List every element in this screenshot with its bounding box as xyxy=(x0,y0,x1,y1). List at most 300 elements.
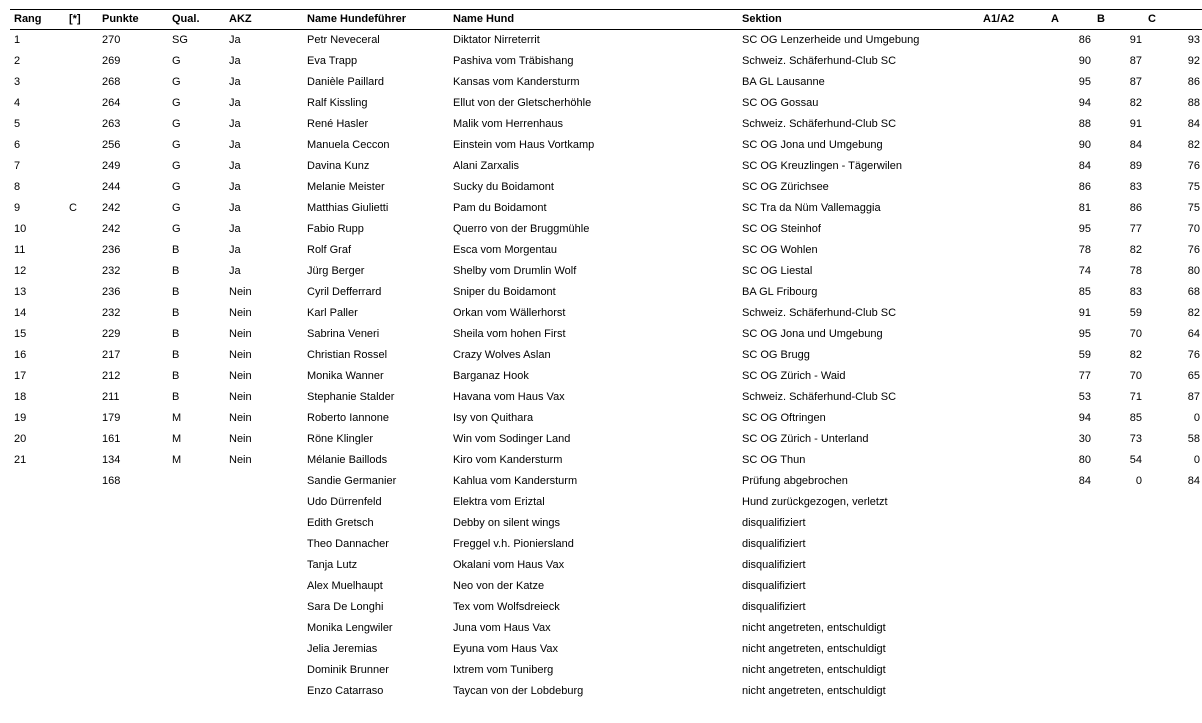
cell-punkte: 270 xyxy=(102,34,121,46)
cell-dog: Malik vom Herrenhaus xyxy=(453,118,564,130)
cell-a1a2 xyxy=(979,282,1047,303)
cell-punkte: 236 xyxy=(102,244,121,256)
cell-punkte: 249 xyxy=(102,160,121,172)
cell-handler: Sara De Longhi xyxy=(307,601,384,613)
cell-punkte: 263 xyxy=(102,118,121,130)
cell-sektion: disqualifiziert xyxy=(742,580,806,592)
cell-b: 78 xyxy=(1129,265,1142,277)
cell-star xyxy=(65,30,98,52)
cell-handler: Theo Dannacher xyxy=(307,538,389,550)
cell-handler: Mélanie Baillods xyxy=(307,454,388,466)
cell-a1a2 xyxy=(979,261,1047,282)
cell-b xyxy=(1093,618,1144,639)
cell-rang: 21 xyxy=(14,454,27,466)
cell-dog: Taycan von der Lobdeburg xyxy=(453,685,584,697)
cell-sektion: SC OG Lenzerheide und Umgebung xyxy=(742,34,920,46)
cell-handler: Alex Muelhaupt xyxy=(307,580,383,592)
cell-punkte: 134 xyxy=(102,454,121,466)
table-row xyxy=(10,597,1202,618)
cell-rang: 11 xyxy=(14,244,26,256)
cell-akz xyxy=(225,681,303,702)
cell-rang xyxy=(10,618,65,639)
cell-akz xyxy=(225,513,303,534)
table-row xyxy=(10,261,1202,282)
cell-rang: 7 xyxy=(14,160,21,172)
cell-sektion: Schweiz. Schäferhund-Club SC xyxy=(742,391,897,403)
cell-sektion: Schweiz. Schäferhund-Club SC xyxy=(742,55,897,67)
cell-c: 88 xyxy=(1187,97,1200,109)
cell-c: 87 xyxy=(1187,391,1200,403)
cell-star xyxy=(65,408,98,429)
table-row xyxy=(10,639,1202,660)
cell-b: 59 xyxy=(1129,307,1142,319)
table-row xyxy=(10,471,1202,492)
cell-akz: Nein xyxy=(229,286,252,298)
cell-a: 59 xyxy=(1078,349,1091,361)
column-header-qual: Qual. xyxy=(172,13,200,25)
column-header-star: [*] xyxy=(69,13,81,25)
cell-dog: Kansas vom Kandersturm xyxy=(453,76,580,88)
table-row xyxy=(10,618,1202,639)
cell-dog: Havana vom Haus Vax xyxy=(453,391,565,403)
cell-handler: Matthias Giulietti xyxy=(307,202,389,214)
cell-a: 84 xyxy=(1078,160,1091,172)
cell-sektion: SC OG Zürichsee xyxy=(742,181,829,193)
cell-akz: Ja xyxy=(229,76,241,88)
cell-dog: Barganaz Hook xyxy=(453,370,529,382)
cell-akz: Ja xyxy=(229,118,241,130)
cell-dog: Elektra vom Eriztal xyxy=(453,496,545,508)
cell-a1a2 xyxy=(979,492,1047,513)
cell-a1a2 xyxy=(979,513,1047,534)
cell-b: 0 xyxy=(1135,475,1142,487)
cell-a1a2 xyxy=(979,576,1047,597)
cell-star xyxy=(65,261,98,282)
cell-punkte xyxy=(98,597,168,618)
cell-c: 68 xyxy=(1187,286,1200,298)
cell-c: 70 xyxy=(1187,223,1200,235)
cell-akz: Ja xyxy=(229,244,241,256)
cell-star xyxy=(65,324,98,345)
cell-c xyxy=(1144,534,1202,555)
cell-dog: Esca vom Morgentau xyxy=(453,244,557,256)
cell-c: 75 xyxy=(1187,181,1200,193)
cell-star xyxy=(65,429,98,450)
cell-sektion: disqualifiziert xyxy=(742,538,806,550)
cell-c xyxy=(1144,618,1202,639)
cell-rang: 6 xyxy=(14,139,21,151)
column-header-rang: Rang xyxy=(14,13,42,25)
cell-a1a2 xyxy=(979,303,1047,324)
cell-punkte: 161 xyxy=(102,433,121,445)
cell-dog: Einstein vom Haus Vortkamp xyxy=(453,139,595,151)
cell-b: 86 xyxy=(1129,202,1142,214)
cell-dog: Okalani vom Haus Vax xyxy=(453,559,565,571)
cell-a: 30 xyxy=(1078,433,1091,445)
cell-c xyxy=(1144,639,1202,660)
cell-dog: Ixtrem vom Tuniberg xyxy=(453,664,554,676)
cell-a: 94 xyxy=(1078,412,1091,424)
cell-a1a2 xyxy=(979,72,1047,93)
cell-a xyxy=(1047,555,1093,576)
cell-punkte xyxy=(98,555,168,576)
cell-qual: G xyxy=(172,223,181,235)
cell-a: 85 xyxy=(1078,286,1091,298)
cell-b: 54 xyxy=(1129,454,1142,466)
table-row xyxy=(10,72,1202,93)
cell-sektion: SC OG Thun xyxy=(742,454,806,466)
cell-c: 0 xyxy=(1193,454,1200,466)
cell-a1a2 xyxy=(979,408,1047,429)
cell-punkte xyxy=(98,660,168,681)
cell-qual: M xyxy=(172,433,182,445)
cell-a: 94 xyxy=(1078,97,1091,109)
cell-akz xyxy=(225,639,303,660)
cell-b xyxy=(1093,639,1144,660)
cell-qual xyxy=(168,492,225,513)
table-body xyxy=(10,30,1202,703)
cell-handler: Jelia Jeremias xyxy=(307,643,378,655)
cell-star xyxy=(65,639,98,660)
cell-b xyxy=(1093,555,1144,576)
cell-star xyxy=(65,681,98,702)
cell-akz xyxy=(225,618,303,639)
cell-sektion: nicht angetreten, entschuldigt xyxy=(742,622,886,634)
column-header-akz: AKZ xyxy=(229,13,252,25)
cell-a1a2 xyxy=(979,534,1047,555)
cell-c: 76 xyxy=(1187,160,1200,172)
cell-qual: B xyxy=(172,391,180,403)
cell-rang: 20 xyxy=(14,433,27,445)
cell-handler: Christian Rossel xyxy=(307,349,388,361)
cell-akz: Ja xyxy=(229,139,241,151)
cell-star xyxy=(65,471,98,492)
cell-rang xyxy=(10,471,65,492)
cell-star xyxy=(65,51,98,72)
cell-qual: M xyxy=(172,412,182,424)
cell-punkte: 268 xyxy=(102,76,121,88)
cell-rang: 16 xyxy=(14,349,27,361)
cell-qual xyxy=(168,597,225,618)
cell-a1a2 xyxy=(979,450,1047,471)
cell-a: 84 xyxy=(1078,475,1091,487)
cell-a xyxy=(1047,534,1093,555)
cell-qual xyxy=(168,681,225,702)
cell-sektion: SC OG Oftringen xyxy=(742,412,826,424)
cell-c: 64 xyxy=(1187,328,1200,340)
cell-a1a2 xyxy=(979,51,1047,72)
cell-a xyxy=(1047,639,1093,660)
table-row xyxy=(10,366,1202,387)
cell-sektion: disqualifiziert xyxy=(742,601,806,613)
cell-rang xyxy=(10,660,65,681)
cell-c xyxy=(1144,681,1202,702)
cell-dog: Querro von der Bruggmühle xyxy=(453,223,590,235)
cell-rang: 5 xyxy=(14,118,21,130)
cell-handler: Rolf Graf xyxy=(307,244,352,256)
cell-sektion: Schweiz. Schäferhund-Club SC xyxy=(742,118,897,130)
cell-a: 95 xyxy=(1078,328,1091,340)
table-row xyxy=(10,324,1202,345)
cell-punkte: 242 xyxy=(102,223,121,235)
cell-dog: Ellut von der Gletscherhöhle xyxy=(453,97,592,109)
cell-star xyxy=(65,303,98,324)
results-table xyxy=(10,9,1202,702)
cell-a: 88 xyxy=(1078,118,1091,130)
column-header-b: B xyxy=(1097,13,1105,25)
cell-a1a2 xyxy=(979,660,1047,681)
cell-handler: Monika Wanner xyxy=(307,370,384,382)
cell-a1a2 xyxy=(979,240,1047,261)
cell-qual xyxy=(168,639,225,660)
cell-rang xyxy=(10,639,65,660)
cell-dog: Isy von Quithara xyxy=(453,412,534,424)
cell-sektion: SC OG Liestal xyxy=(742,265,813,277)
cell-dog: Debby on silent wings xyxy=(453,517,561,529)
cell-rang xyxy=(10,492,65,513)
cell-star xyxy=(65,135,98,156)
cell-punkte xyxy=(98,534,168,555)
cell-punkte xyxy=(98,618,168,639)
cell-a1a2 xyxy=(979,177,1047,198)
cell-akz xyxy=(225,534,303,555)
cell-c: 86 xyxy=(1187,76,1200,88)
cell-dog: Sucky du Boidamont xyxy=(453,181,554,193)
table-row xyxy=(10,51,1202,72)
cell-handler: Petr Neveceral xyxy=(307,34,380,46)
table-row xyxy=(10,156,1202,177)
cell-qual xyxy=(168,471,225,492)
table-row xyxy=(10,303,1202,324)
cell-a1a2 xyxy=(979,30,1047,52)
cell-sektion: SC OG Zürich - Waid xyxy=(742,370,846,382)
cell-b: 70 xyxy=(1129,370,1142,382)
cell-sektion: SC OG Jona und Umgebung xyxy=(742,139,883,151)
cell-b xyxy=(1093,492,1144,513)
cell-b: 82 xyxy=(1129,244,1142,256)
cell-handler: Danièle Paillard xyxy=(307,76,385,88)
cell-star xyxy=(65,576,98,597)
cell-star xyxy=(65,345,98,366)
cell-rang xyxy=(10,534,65,555)
cell-a xyxy=(1047,576,1093,597)
cell-handler: Davina Kunz xyxy=(307,160,370,172)
cell-a: 95 xyxy=(1078,76,1091,88)
cell-a: 74 xyxy=(1078,265,1091,277)
cell-c: 76 xyxy=(1187,244,1200,256)
cell-punkte: 269 xyxy=(102,55,121,67)
cell-handler: Udo Dürrenfeld xyxy=(307,496,382,508)
cell-a1a2 xyxy=(979,93,1047,114)
cell-c: 65 xyxy=(1187,370,1200,382)
cell-star xyxy=(65,555,98,576)
cell-akz: Nein xyxy=(229,412,252,424)
cell-handler: Manuela Ceccon xyxy=(307,139,390,151)
column-header-punkte: Punkte xyxy=(102,13,139,25)
cell-punkte: 264 xyxy=(102,97,121,109)
cell-sektion: SC OG Wohlen xyxy=(742,244,818,256)
cell-star xyxy=(65,660,98,681)
cell-a xyxy=(1047,681,1093,702)
cell-c xyxy=(1144,513,1202,534)
cell-rang xyxy=(10,597,65,618)
cell-c: 76 xyxy=(1187,349,1200,361)
cell-a1a2 xyxy=(979,471,1047,492)
column-header-sektion: Sektion xyxy=(742,13,782,25)
cell-akz: Ja xyxy=(229,265,241,277)
cell-b xyxy=(1093,576,1144,597)
cell-handler: Roberto Iannone xyxy=(307,412,389,424)
cell-a xyxy=(1047,513,1093,534)
cell-sektion: Prüfung abgebrochen xyxy=(742,475,848,487)
cell-c xyxy=(1144,597,1202,618)
cell-a1a2 xyxy=(979,114,1047,135)
cell-qual xyxy=(168,534,225,555)
cell-star xyxy=(65,534,98,555)
cell-rang: 10 xyxy=(14,223,27,235)
cell-punkte: 232 xyxy=(102,307,121,319)
cell-a: 77 xyxy=(1078,370,1091,382)
table-row xyxy=(10,387,1202,408)
cell-c xyxy=(1144,555,1202,576)
cell-rang: 3 xyxy=(14,76,21,88)
cell-c: 84 xyxy=(1187,118,1200,130)
cell-rang: 19 xyxy=(14,412,27,424)
cell-a xyxy=(1047,660,1093,681)
table-row xyxy=(10,534,1202,555)
cell-punkte: 244 xyxy=(102,181,121,193)
cell-qual: G xyxy=(172,76,181,88)
cell-b: 83 xyxy=(1129,286,1142,298)
cell-akz: Ja xyxy=(229,223,241,235)
cell-dog: Crazy Wolves Aslan xyxy=(453,349,551,361)
table-row xyxy=(10,492,1202,513)
cell-punkte xyxy=(98,492,168,513)
cell-dog: Kahlua vom Kandersturm xyxy=(453,475,578,487)
cell-punkte: 256 xyxy=(102,139,121,151)
cell-c xyxy=(1144,660,1202,681)
table-row xyxy=(10,135,1202,156)
cell-b: 82 xyxy=(1129,97,1142,109)
cell-akz: Nein xyxy=(229,307,252,319)
table-row xyxy=(10,30,1202,52)
cell-star xyxy=(65,597,98,618)
table-row xyxy=(10,429,1202,450)
cell-qual: B xyxy=(172,328,180,340)
cell-b xyxy=(1093,597,1144,618)
cell-sektion: SC OG Jona und Umgebung xyxy=(742,328,883,340)
column-header-handler: Name Hundeführer xyxy=(307,13,407,25)
table-row xyxy=(10,282,1202,303)
cell-rang xyxy=(10,576,65,597)
cell-sektion: Hund zurückgezogen, verletzt xyxy=(742,496,888,508)
cell-rang xyxy=(10,555,65,576)
table-row xyxy=(10,513,1202,534)
cell-qual: G xyxy=(172,181,181,193)
cell-akz xyxy=(225,660,303,681)
cell-a xyxy=(1047,597,1093,618)
cell-a1a2 xyxy=(979,345,1047,366)
cell-qual: G xyxy=(172,160,181,172)
cell-handler: Fabio Rupp xyxy=(307,223,364,235)
cell-c: 0 xyxy=(1193,412,1200,424)
cell-b xyxy=(1093,681,1144,702)
cell-punkte: 229 xyxy=(102,328,121,340)
cell-star xyxy=(65,513,98,534)
table-row xyxy=(10,114,1202,135)
cell-b: 91 xyxy=(1129,34,1142,46)
cell-qual: SG xyxy=(172,34,188,46)
cell-punkte: 179 xyxy=(102,412,121,424)
cell-punkte xyxy=(98,513,168,534)
cell-handler: Jürg Berger xyxy=(307,265,365,277)
cell-akz: Ja xyxy=(229,34,241,46)
column-header-dog: Name Hund xyxy=(453,13,515,25)
cell-a xyxy=(1047,492,1093,513)
cell-rang: 12 xyxy=(14,265,27,277)
cell-akz: Nein xyxy=(229,433,252,445)
cell-punkte xyxy=(98,681,168,702)
cell-handler: Eva Trapp xyxy=(307,55,358,67)
cell-star xyxy=(65,387,98,408)
cell-a: 86 xyxy=(1078,34,1091,46)
cell-handler: Tanja Lutz xyxy=(307,559,358,571)
cell-dog: Neo von der Katze xyxy=(453,580,545,592)
cell-sektion: nicht angetreten, entschuldigt xyxy=(742,664,886,676)
column-header-c: C xyxy=(1148,13,1156,25)
cell-star xyxy=(65,72,98,93)
cell-a: 95 xyxy=(1078,223,1091,235)
cell-handler: Karl Paller xyxy=(307,307,358,319)
cell-sektion: nicht angetreten, entschuldigt xyxy=(742,685,886,697)
table-row xyxy=(10,198,1202,219)
cell-sektion: disqualifiziert xyxy=(742,559,806,571)
cell-star xyxy=(65,177,98,198)
cell-a1a2 xyxy=(979,555,1047,576)
cell-handler: Melanie Meister xyxy=(307,181,385,193)
cell-qual xyxy=(168,576,225,597)
cell-akz: Ja xyxy=(229,55,241,67)
cell-akz: Nein xyxy=(229,328,252,340)
cell-a: 81 xyxy=(1078,202,1091,214)
cell-star xyxy=(65,240,98,261)
cell-dog: Diktator Nirreterrit xyxy=(453,34,540,46)
cell-a: 90 xyxy=(1078,139,1091,151)
cell-qual: G xyxy=(172,202,181,214)
table-row xyxy=(10,408,1202,429)
cell-handler: René Hasler xyxy=(307,118,369,130)
cell-b: 84 xyxy=(1129,139,1142,151)
cell-b: 87 xyxy=(1129,55,1142,67)
cell-sektion: disqualifiziert xyxy=(742,517,806,529)
table-row xyxy=(10,219,1202,240)
cell-punkte: 211 xyxy=(102,391,120,403)
cell-b: 70 xyxy=(1129,328,1142,340)
cell-qual: M xyxy=(172,454,182,466)
cell-a1a2 xyxy=(979,681,1047,702)
cell-sektion: SC OG Zürich - Unterland xyxy=(742,433,869,445)
table-row xyxy=(10,681,1202,702)
cell-b: 85 xyxy=(1129,412,1142,424)
cell-punkte: 217 xyxy=(102,349,121,361)
cell-dog: Kiro vom Kandersturm xyxy=(453,454,563,466)
cell-a1a2 xyxy=(979,324,1047,345)
table-row xyxy=(10,177,1202,198)
results-page xyxy=(0,9,1200,723)
cell-handler: Sabrina Veneri xyxy=(307,328,380,340)
cell-qual: B xyxy=(172,244,180,256)
cell-star xyxy=(65,93,98,114)
